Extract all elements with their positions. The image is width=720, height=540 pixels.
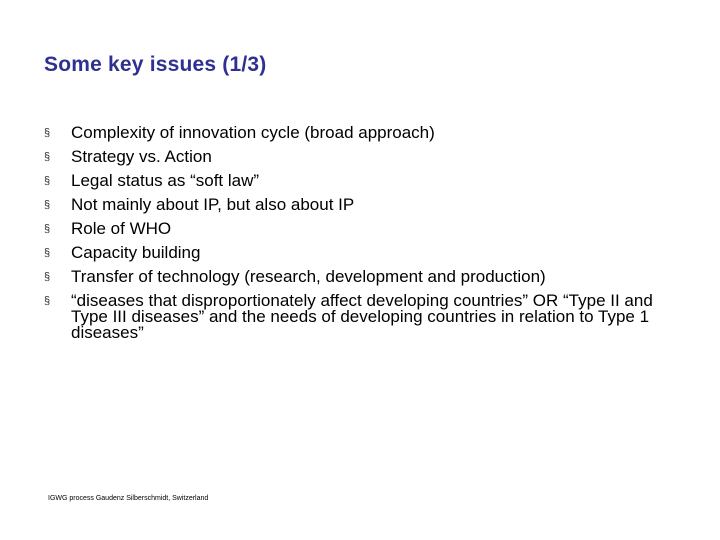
bullet-marker-icon: § (44, 127, 51, 139)
bullet-marker-icon: § (44, 175, 51, 187)
slide-title: Some key issues (1/3) (44, 53, 267, 76)
bullet-text: Complexity of innovation cycle (broad approach) (71, 123, 435, 142)
footer-note: IGWG process Gaudenz Silberschmidt, Switzerland (48, 495, 209, 502)
bullet-text: Role of WHO (71, 219, 172, 238)
bullet-item (44, 293, 664, 341)
bullet-text: Not mainly about IP, but also about IP (71, 195, 355, 214)
bullet-item (44, 221, 664, 237)
bullet-list (44, 125, 664, 349)
bullet-text: “diseases that disproportionately affect developing countries” OR “Type II and Type III diseases” and the needs of developing countries in relation to Type 1 diseases” (71, 291, 653, 342)
bullet-text: Transfer of technology (research, development and production) (71, 267, 546, 286)
bullet-text: Strategy vs. Action (71, 147, 212, 166)
bullet-marker-icon: § (44, 247, 51, 259)
bullet-marker-icon: § (44, 151, 51, 163)
bullet-item (44, 269, 664, 285)
bullet-item (44, 149, 664, 165)
bullet-item (44, 245, 664, 261)
bullet-item (44, 197, 664, 213)
bullet-marker-icon: § (44, 223, 51, 235)
bullet-marker-icon: § (44, 271, 51, 283)
bullet-marker-icon: § (44, 295, 51, 307)
bullet-item (44, 125, 664, 141)
bullet-text: Capacity building (71, 243, 201, 262)
bullet-item (44, 173, 664, 189)
bullet-marker-icon: § (44, 199, 51, 211)
bullet-text: Legal status as “soft law” (71, 171, 260, 190)
